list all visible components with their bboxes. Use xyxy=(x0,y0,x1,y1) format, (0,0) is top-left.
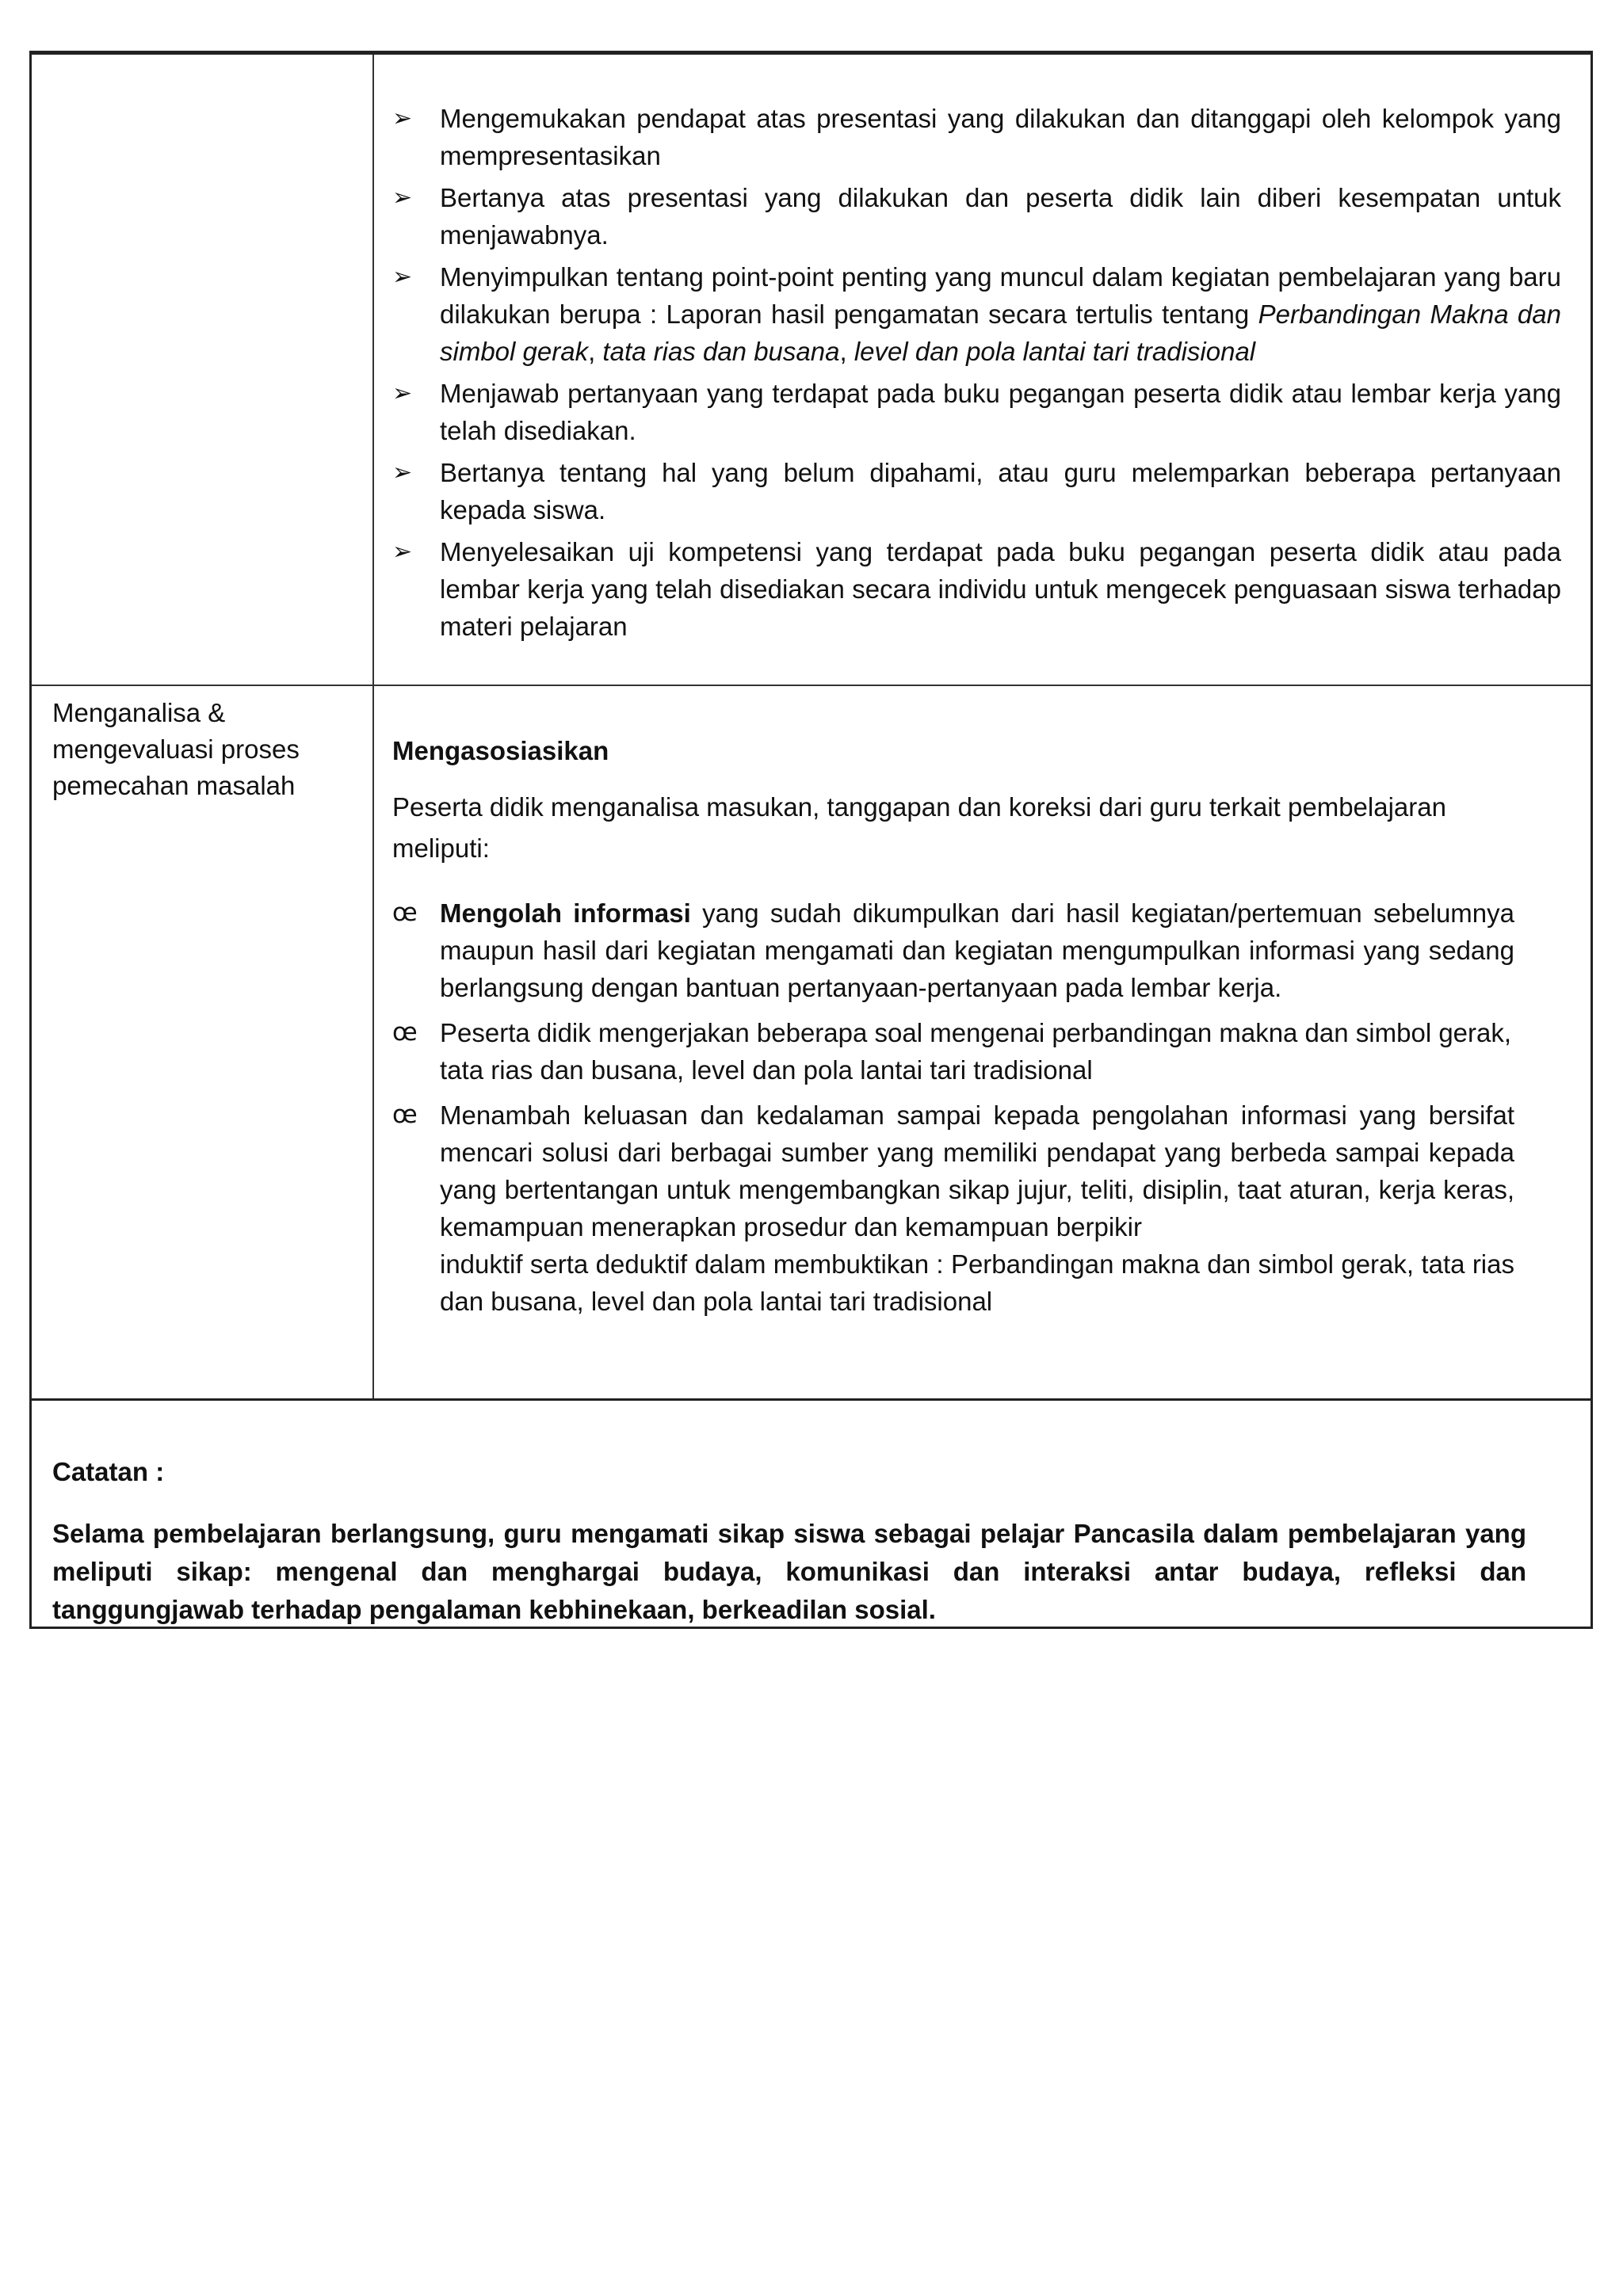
list-item-text: Menyelesaikan uji kompetensi yang terdapat pada buku pegangan peserta didik atau pada lembar kerja yang telah disediakan secara individu untuk mengecek penguasaan siswa terhadap materi pelajaran xyxy=(440,537,1561,641)
list-item xyxy=(392,533,1561,645)
summary-italic-1: Perbandingan Makna dan simbol gerak xyxy=(440,299,1561,366)
summary-lead-text: Menyimpulkan tentang point-point penting yang muncul dalam kegiatan pembelajaran yang baru dilakukan berupa : Laporan hasil pengamatan secara tertulis tentang xyxy=(440,262,1561,329)
second-row-content xyxy=(392,732,1549,1328)
summary-sep-1: , xyxy=(588,337,596,366)
list-item xyxy=(392,375,1561,449)
section-intro: Peserta didik menganalisa masukan, tanggapan dan koreksi dari guru terkait pembelajaran meliputi: xyxy=(392,792,1446,863)
list-item xyxy=(392,100,1561,174)
summary-italic-2: tata rias dan busana xyxy=(602,337,840,366)
oe-bullet-icon: œ xyxy=(392,1018,418,1047)
list-item-text: Peserta didik mengerjakan beberapa soal mengenai perbandingan makna dan simbol gerak, tata rias dan busana, level dan pola lantai tari tradisional xyxy=(440,1018,1512,1085)
list-item xyxy=(392,1014,1514,1089)
list-item-text: Bertanya tentang hal yang belum dipahami, atau guru melemparkan beberapa pertanyaan kepada siswa. xyxy=(440,458,1561,524)
activity-list xyxy=(392,100,1561,645)
arrow-bullet-icon: ➢ xyxy=(392,105,413,132)
list-item xyxy=(392,454,1561,528)
lesson-plan-table xyxy=(29,51,1593,1629)
list-item-text: Bertanya atas presentasi yang dilakukan dan peserta didik lain diberi kesempatan untuk menjawabnya. xyxy=(440,183,1561,250)
list-item xyxy=(392,179,1561,254)
list-item xyxy=(392,1097,1514,1320)
summary-sep-2: , xyxy=(839,337,847,366)
summary-italic-3: level dan pola lantai tari tradisional xyxy=(854,337,1256,366)
stage-label: Menganalisa & mengevaluasi proses pemecahan masalah xyxy=(52,698,300,800)
item-bold-lead: Mengolah informasi xyxy=(440,898,691,928)
arrow-bullet-icon: ➢ xyxy=(392,538,413,566)
arrow-bullet-icon: ➢ xyxy=(392,459,413,486)
arrow-bullet-icon: ➢ xyxy=(392,263,413,291)
list-item xyxy=(392,258,1561,370)
arrow-bullet-icon: ➢ xyxy=(392,184,413,212)
notes-label: Catatan : xyxy=(52,1457,165,1486)
list-item-text: Menjawab pertanyaan yang terdapat pada buku pegangan peserta didik atau lembar kerja yang telah disediakan. xyxy=(440,379,1561,445)
notes-section xyxy=(52,1453,1526,1629)
oe-bullet-icon: œ xyxy=(392,898,418,927)
list-item-text: Menambah keluasan dan kedalaman sampai kepada pengolahan informasi yang bersifat mencari solusi dari berbagai sumber yang memiliki pendapat yang berbeda sampai kepada yang bertentangan untuk mengembangkan sikap jujur, teliti, disiplin, taat aturan, kerja keras, kemampuan menerapkan prosedur dan kemampuan berpikir xyxy=(440,1100,1514,1241)
notes-text: Selama pembelajaran berlangsung, guru mengamati sikap siswa sebagai pelajar Pancasila dalam pembelajaran yang meliputi sikap: mengenal dan menghargai budaya, komunikasi dan interaksi antar budaya, refleksi dan tanggungjawab terhadap pengalaman kebhinekaan, berkeadilan sosial. xyxy=(52,1519,1526,1624)
row-divider-1 xyxy=(32,685,1591,686)
list-item-text: yang sudah dikumpulkan dari hasil kegiatan/pertemuan sebelumnya maupun hasil dari kegiatan mengamati dan kegiatan mengumpulkan informasi yang sedang berlangsung dengan bantuan pertanyaan-pertanyaan pada lembar kerja. xyxy=(440,898,1515,1002)
analysis-list xyxy=(392,894,1514,1320)
top-row-content xyxy=(392,100,1561,650)
column-divider xyxy=(372,55,374,1398)
arrow-bullet-icon: ➢ xyxy=(392,379,413,407)
list-item xyxy=(392,894,1514,1006)
list-item-continuation: induktif serta deduktif dalam membuktikan : Perbandingan makna dan simbol gerak, tata rias dan busana, level dan pola lantai tari tradisional xyxy=(440,1249,1514,1316)
list-item-text: Mengemukakan pendapat atas presentasi yang dilakukan dan ditanggapi oleh kelompok yang mempresentasikan xyxy=(440,104,1561,170)
row-divider-2 xyxy=(32,1398,1591,1401)
section-title: Mengasosiasikan xyxy=(392,736,609,765)
oe-bullet-icon: œ xyxy=(392,1100,418,1129)
